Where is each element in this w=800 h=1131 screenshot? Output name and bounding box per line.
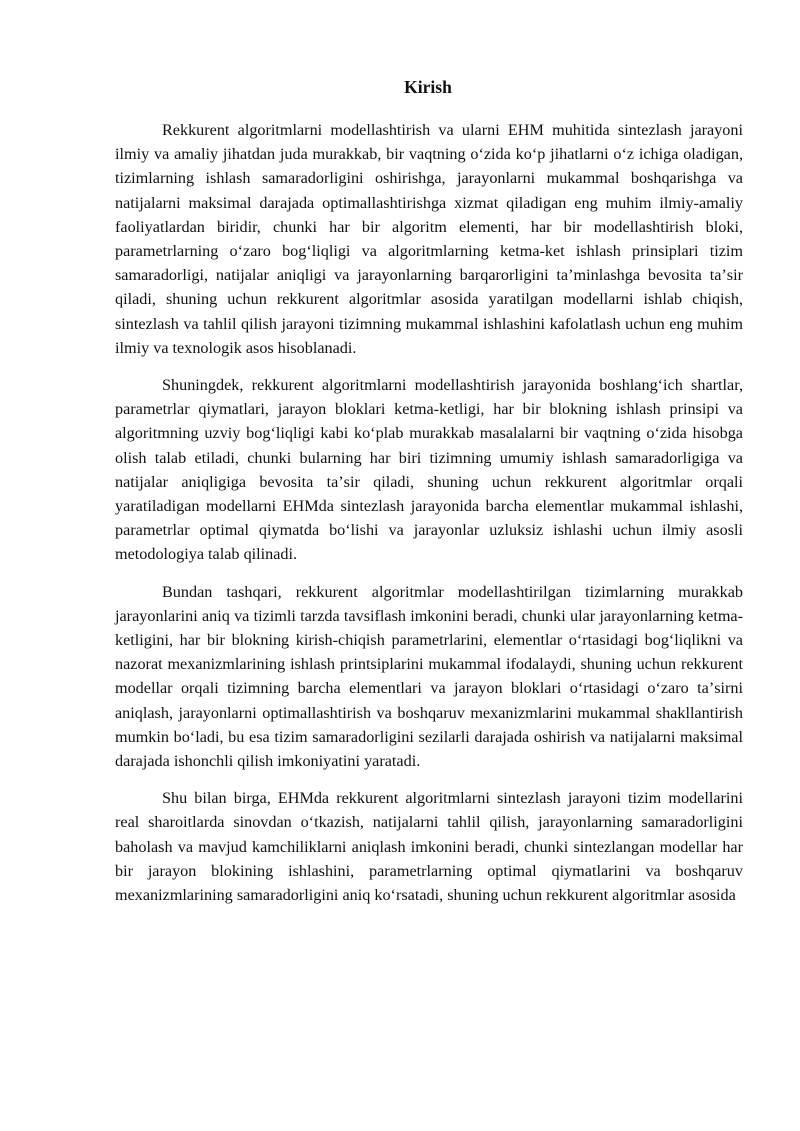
page-heading: Kirish: [404, 77, 452, 97]
paragraph-3: Bundan tashqari, rekkurent algoritmlar modellashtirilgan tizimlarning murakkab jarayonlarini aniq va tizimli tarzda tavsiflash imkonini beradi, chunki ular jarayonlarning ketma-ketligini, har bir blokning kirish-chiqish parametrlarini, elementlar oʻrtasidagi bogʻliqlikni va nazorat mexanizmlarining ishlash printsiplarini mukammal ifodalaydi, shuning uchun rekkurent modellar orqali tizimning barcha elementlari va jarayon bloklari oʻrtasidagi oʻzaro taʼsirni aniqlash, jarayonlarni optimallashtirish va boshqaruv mexanizmlarini mukammal shakllantirish mumkin boʻladi, bu esa tizim samaradorligini sezilarli darajada oshirish va natijalarni maksimal darajada ishonchli qilish imkoniyatini yaratadi.: [115, 582, 743, 771]
paragraph-4: Shu bilan birga, EHMda rekkurent algoritmlarni sintezlash jarayoni tizim modellarini real sharoitlarda sinovdan oʻtkazish, natijalarni tahlil qilish, jarayonlarning samaradorligini baholash va mavjud kamchiliklarni aniqlash imkonini beradi, chunki sintezlangan modellar har bir jarayon blokining ishlashini, parametrlarning optimal qiymatlarini va boshqaruv mexanizmlarining samaradorligini aniq koʻrsatadi, shuning uchun rekkurent algoritmlar asosida: [115, 789, 743, 905]
paragraph-1: Rekkurent algoritmlarni modellashtirish va ularni EHM muhitida sintezlash jarayoni ilmiy va amaliy jihatdan juda murakkab, bir vaqtning oʻzida koʻp jihatlarni oʻz ichiga oladigan, tizimlarning ishlash samaradorligini oshirishga, jarayonlarni mukammal boshqarishga va natijalarni maksimal darajada optimallashtirishga xizmat qiladigan eng muhim ilmiy-amaliy faoliyatlardan biridir, chunki har bir algoritm elementi, har bir modellashtirish bloki, parametrlarning oʻzaro bogʻliqligi va algoritmlarning ketma-ket ishlash prinsiplari tizim samaradorligi, natijalar aniqligi va jarayonlarning barqarorligini taʼminlashga bevosita taʼsir qiladi, shuning uchun rekkurent algoritmlar asosida yaratilgan modellarni ishlab chiqish, sintezlash va tahlil qilish jarayoni tizimning mukammal ishlashini kafolatlash uchun eng muhim ilmiy va texnologik asos hisoblanadi.: [115, 121, 743, 357]
body-text: [115, 118, 743, 920]
paragraph-2: Shuningdek, rekkurent algoritmlarni modellashtirish jarayonida boshlangʻich shartlar, parametrlar qiymatlari, jarayon bloklari ketma-ketligi, har bir blokning ishlash prinsipi va algoritmning uzviy bogʻliqligi kabi koʻplab murakkab masalalarni bir vaqtning oʻzida hisobga olish talab etiladi, chunki bularning har biri tizimning umumiy ishlash samaradorligiga va natijalar aniqligiga bevosita taʼsir qiladi, shuning uchun rekkurent algoritmlar orqali yaratiladigan modellarni EHMda sintezlash jarayonida barcha elementlar mukammal ishlashi, parametrlar optimal qiymatda boʻlishi va jarayonlar uzluksiz ishlashi uchun ilmiy asosli metodologiya talab qilinadi.: [115, 376, 743, 564]
